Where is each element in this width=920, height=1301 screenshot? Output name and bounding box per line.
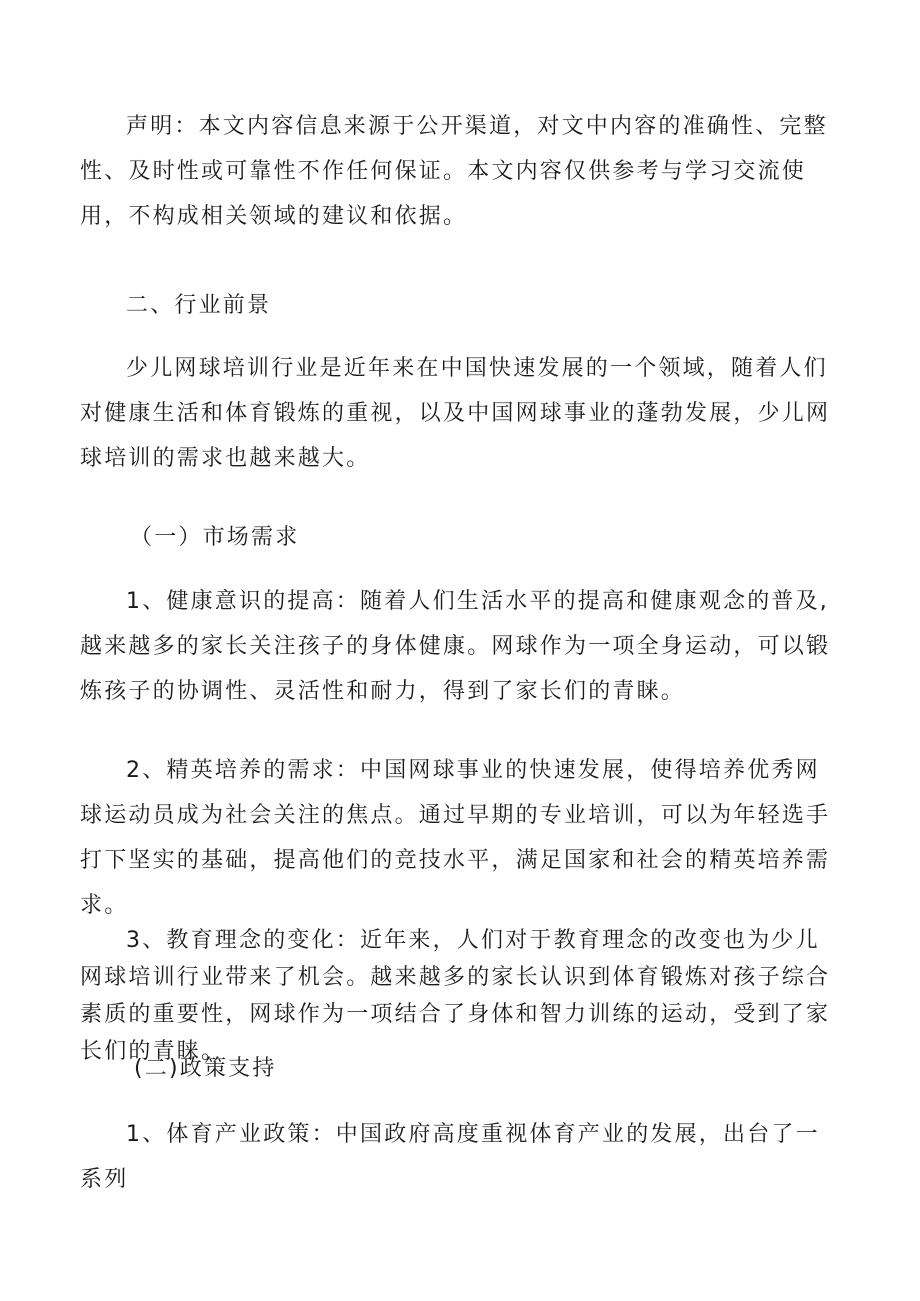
disclaimer-paragraph: 声明：本文内容信息来源于公开渠道，对文中内容的准确性、完整性、及时性或可靠性不作任何保证。本文内容仅供参考与学习交流使用，不构成相关领域的建议和依据。 xyxy=(80,114,828,229)
list-item-policy-1: 1、体育产业政策：中国政府高度重视体育产业的发展，出台了一系列 xyxy=(80,1122,820,1192)
list-item-market-3: 3、教育理念的变化：近年来，人们对于教育理念的改变也为少儿网球培训行业带来了机会。越来越多的家长认识到体育锻炼对孩子综合素质的重要性，网球作为一项结合了身体和智力训练的运动，受到了家长们的青睐。 xyxy=(80,928,831,1064)
subsection-heading-market-demand: （一）市场需求 xyxy=(130,525,300,550)
list-item-market-1: 1、健康意识的提高：随着人们生活水平的提高和健康观念的普及,越来越多的家长关注孩子的身体健康。网球作为一项全身运动，可以锻炼孩子的协调性、灵活性和耐力，得到了家长们的青睐。 xyxy=(80,589,831,704)
intro-paragraph: 少儿网球培训行业是近年来在中国快速发展的一个领域，随着人们对健康生活和体育锻炼的重视，以及中国网球事业的蓬勃发展，少儿网球培训的需求也越来越大。 xyxy=(80,356,831,471)
section-heading: 二、行业前景 xyxy=(126,293,272,318)
subsection-heading-policy-support: (二)政策支持 xyxy=(134,1056,277,1081)
list-item-market-2: 2、精英培养的需求：中国网球事业的快速发展，使得培养优秀网球运动员成为社会关注的焦点。通过早期的专业培训，可以为年轻选手打下坚实的基础，提高他们的竞技水平，满足国家和社会的精英培养需求。 xyxy=(80,758,831,918)
